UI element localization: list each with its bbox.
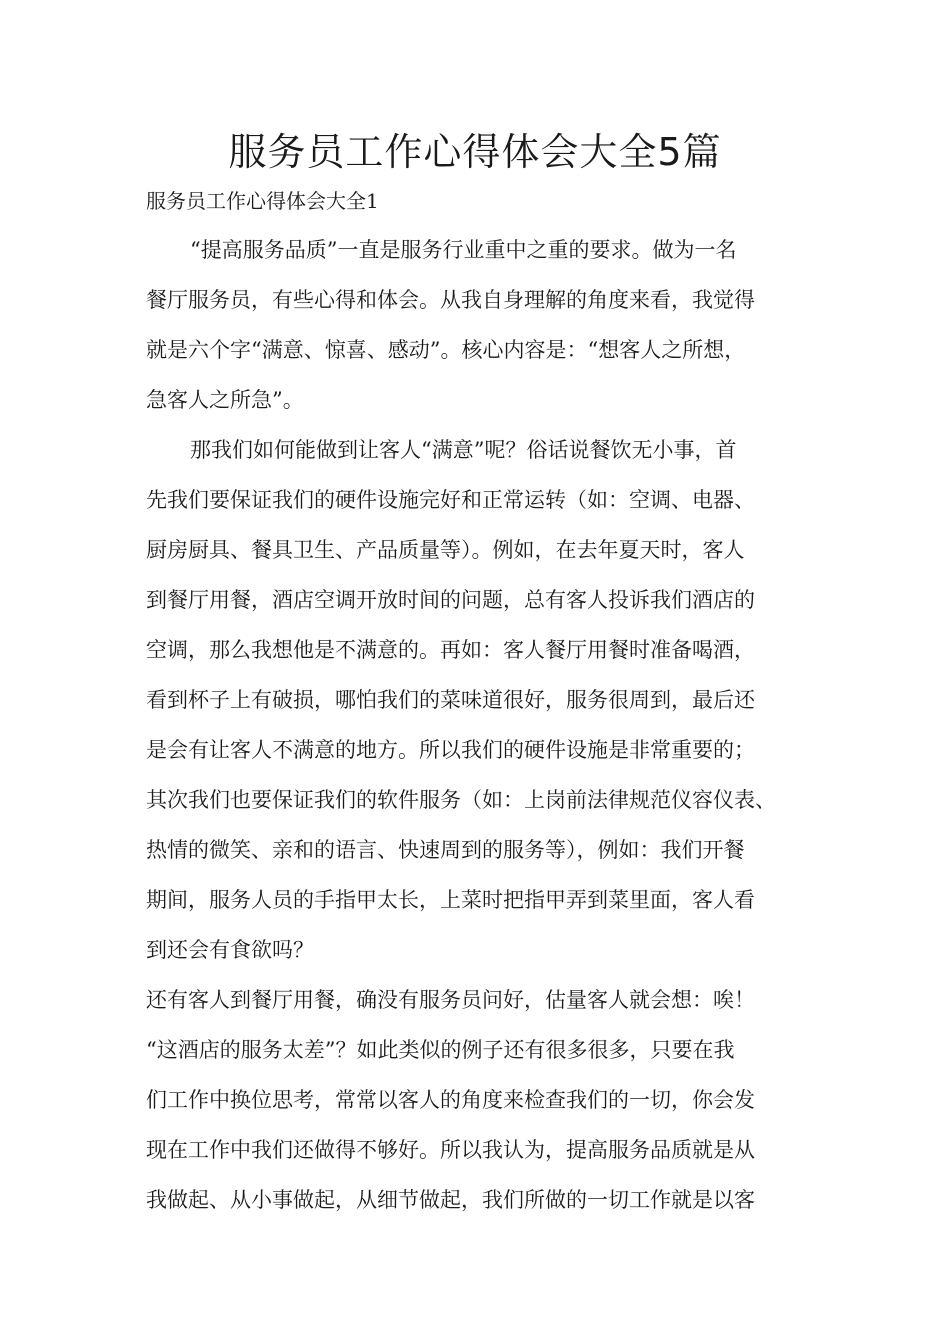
body-line: “这酒店的服务太差”？如此类似的例子还有很多很多，只要在我	[146, 1038, 735, 1062]
body-line: 空调，那么我想他是不满意的。再如：客人餐厅用餐时准备喝酒，	[146, 638, 755, 662]
body-line: 到餐厅用餐，酒店空调开放时间的问题，总有客人投诉我们酒店的	[146, 588, 755, 612]
body-line: 其次我们也要保证我们的软件服务（如：上岗前法律规范仪容仪表、	[146, 788, 776, 812]
body-line: 急客人之所急”。	[146, 388, 304, 412]
body-line: 那我们如何能做到让客人“满意”呢？俗话说餐饮无小事，首	[190, 438, 737, 462]
body-line: 厨房厨具、餐具卫生、产品质量等）。例如，在去年夏天时，客人	[146, 538, 745, 562]
section-heading: 服务员工作心得体会大全1	[146, 189, 379, 213]
body-line: 看到杯子上有破损，哪怕我们的菜味道很好，服务很周到，最后还	[146, 688, 755, 712]
body-line: 是会有让客人不满意的地方。所以我们的硬件设施是非常重要的；	[146, 738, 755, 762]
body-line: 们工作中换位思考，常常以客人的角度来检查我们的一切，你会发	[146, 1088, 755, 1112]
body-line: 餐厅服务员，有些心得和体会。从我自身理解的角度来看，我觉得	[146, 288, 755, 312]
body-line: 热情的微笑、亲和的语言、快速周到的服务等），例如：我们开餐	[146, 838, 745, 862]
body-line: 现在工作中我们还做得不够好。所以我认为，提高服务品质就是从	[146, 1138, 755, 1162]
body-line: 到还会有食欲吗？	[146, 938, 314, 962]
body-line: 期间，服务人员的手指甲太长，上菜时把指甲弄到菜里面，客人看	[146, 888, 755, 912]
body-line: 先我们要保证我们的硬件设施完好和正常运转（如：空调、电器、	[146, 488, 755, 512]
body-line: 还有客人到餐厅用餐，确没有服务员问好，估量客人就会想：唉！	[146, 988, 755, 1012]
body-line: “提高服务品质”一直是服务行业重中之重的要求。做为一名	[190, 238, 737, 262]
body-line: 我做起、从小事做起，从细节做起，我们所做的一切工作就是以客	[146, 1188, 755, 1212]
document-title: 服务员工作心得体会大全5篇	[228, 130, 722, 174]
body-line: 就是六个字“满意、惊喜、感动”。核心内容是：“想客人之所想，	[146, 338, 746, 362]
